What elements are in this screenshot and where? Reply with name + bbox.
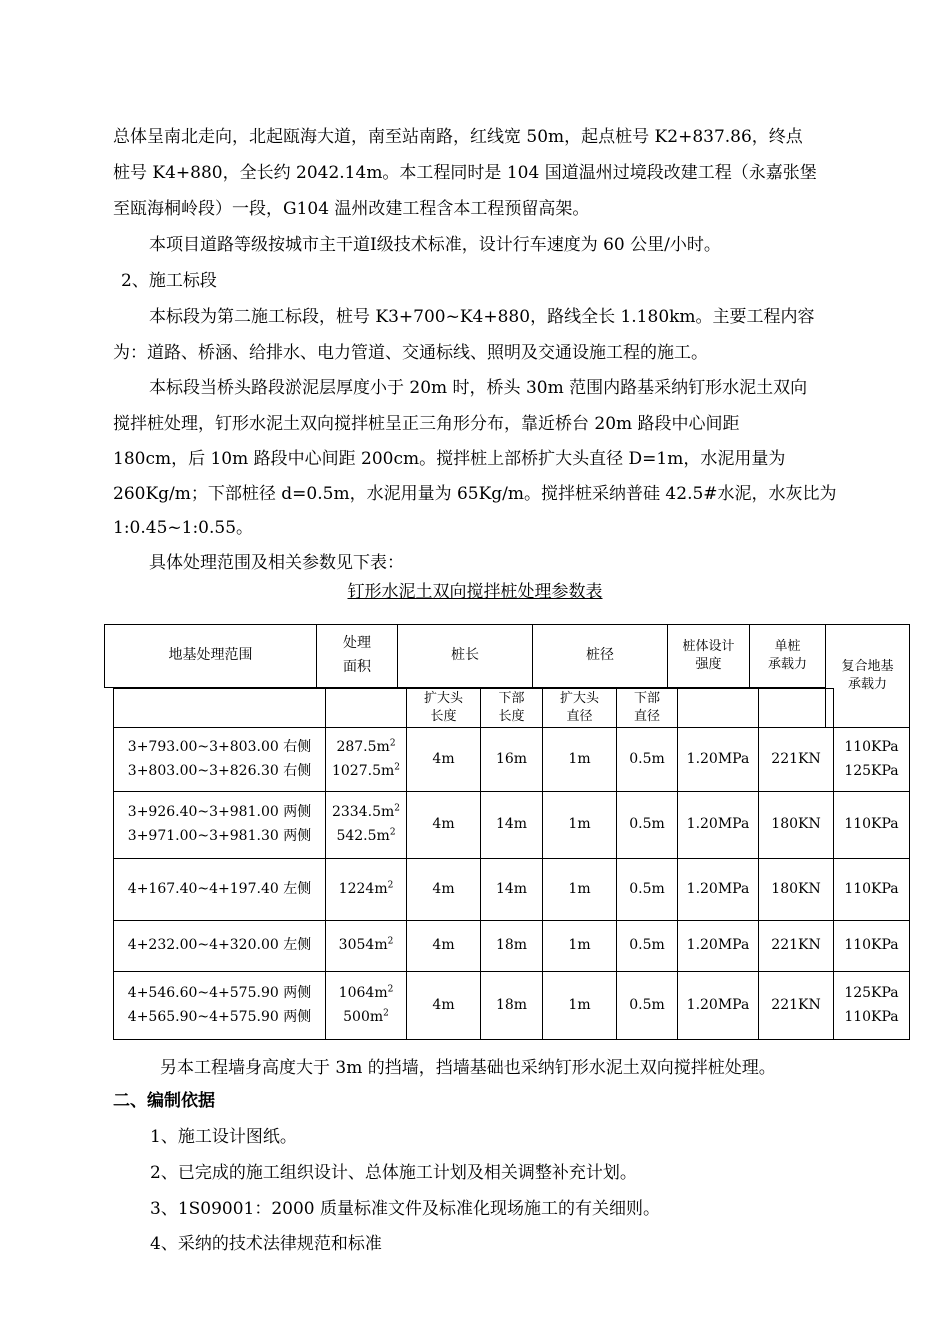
cell-strength: 1.20MPa <box>677 727 759 792</box>
cell-area: $3054m^2$ <box>325 920 407 972</box>
sec2-p2-line-3: 180cm，后 10m 路段中心间距 200cm。搅拌桩上部桥扩大头直径 D=1m，水泥用量为 <box>113 449 786 469</box>
header-ext-length: 扩大头 长度 <box>406 688 481 728</box>
cell-capacity: 221KN <box>758 920 834 972</box>
cell-strength: 1.20MPa <box>677 791 759 859</box>
cell-range: 3+793.00~3+803.00 右侧 3+803.00~3+826.30 右侧 <box>113 727 326 792</box>
cell-low-dia: 0.5m <box>616 858 678 921</box>
header-pile-diameter: 桩径 <box>532 624 668 688</box>
header-pile-length: 桩长 <box>397 624 533 688</box>
intro-line-3: 至瓯海桐岭段）一段，G104 温州改建工程含本工程预留高架。 <box>113 199 590 219</box>
cell-low-dia: 0.5m <box>616 971 678 1040</box>
cell-low-len: 14m <box>480 858 543 921</box>
cell-range: 4+546.60~4+575.90 两侧 4+565.90~4+575.90 两侧 <box>113 971 326 1040</box>
sec2-p2-line-5: 1:0.45~1:0.55。 <box>113 518 254 538</box>
after-table-note: 另本工程墙身高度大于 3m 的挡墙，挡墙基础也采纳钉形水泥土双向搅拌桩处理。 <box>160 1058 776 1078</box>
header-strength: 桩体设计 强度 <box>667 624 750 688</box>
cell-ext-len: 4m <box>406 920 481 972</box>
header-area-sub <box>325 688 407 728</box>
cell-composite: 110KPa <box>833 858 910 921</box>
basis-item-3: 3、1S09001：2000 质量标准文件及标准化现场施工的有关细则。 <box>150 1199 661 1219</box>
sec2-p2-line-2: 搅拌桩处理，钉形水泥土双向搅拌桩呈正三角形分布，靠近桥台 20m 路段中心间距 <box>113 414 740 434</box>
cell-ext-len: 4m <box>406 791 481 859</box>
cell-composite: 110KPa <box>833 920 910 972</box>
header-ext-diameter: 扩大头 直径 <box>542 688 617 728</box>
header-composite: 复合地基 承载力 <box>825 624 910 728</box>
header-capacity-sub <box>758 688 834 728</box>
cell-range: 3+926.40~3+981.00 两侧 3+971.00~3+981.30 两侧 <box>113 791 326 859</box>
cell-capacity: 221KN <box>758 971 834 1040</box>
basis-item-4: 4、采纳的技术法律规范和标准 <box>150 1234 382 1254</box>
sec2-p2-line-4: 260Kg/m；下部桩径 d=0.5m，水泥用量为 65Kg/m。搅拌桩采纳普硅 42.5#水泥，水灰比为 <box>113 484 837 504</box>
intro-line-2: 桩号 K4+880，全长约 2042.14m。本工程同时是 104 国道温州过境段改建工程（永嘉张堡 <box>113 163 817 183</box>
cell-ext-dia: 1m <box>542 971 617 1040</box>
table-caption: 钉形水泥土双向搅拌桩处理参数表 <box>347 582 603 602</box>
cell-strength: 1.20MPa <box>677 858 759 921</box>
cell-area: $2334.5m^2$ $542.5m^2$ <box>325 791 407 859</box>
cell-ext-len: 4m <box>406 858 481 921</box>
cell-low-dia: 0.5m <box>616 791 678 859</box>
cell-strength: 1.20MPa <box>677 920 759 972</box>
cell-area: $287.5m^2$ $1027.5m^2$ <box>325 727 407 792</box>
sec2-p1-line-1: 本标段为第二施工标段，桩号 K3+700~K4+880，路线全长 1.180km。主要工程内容 <box>149 307 815 327</box>
cell-composite: 110KPa 125KPa <box>833 727 910 792</box>
cell-range: 4+167.40~4+197.40 左侧 <box>113 858 326 921</box>
cell-low-len: 18m <box>480 920 543 972</box>
sec2-p2-line-1: 本标段当桥头路段淤泥层厚度小于 20m 时，桥头 30m 范围内路基采纳钉形水泥土双向 <box>149 378 808 398</box>
cell-area: $1224m^2$ <box>325 858 407 921</box>
cell-low-dia: 0.5m <box>616 727 678 792</box>
section-basis-title: 二、编制依据 <box>113 1091 215 1111</box>
cell-low-len: 18m <box>480 971 543 1040</box>
basis-item-1: 1、施工设计图纸。 <box>150 1127 297 1147</box>
header-strength-sub <box>677 688 759 728</box>
header-low-diameter: 下部 直径 <box>616 688 678 728</box>
cell-ext-dia: 1m <box>542 727 617 792</box>
header-capacity: 单桩 承载力 <box>749 624 826 688</box>
sec2-p1-line-2: 为：道路、桥涵、给排水、电力管道、交通标线、照明及交通设施工程的施工。 <box>113 343 708 363</box>
intro-line-1: 总体呈南北走向，北起瓯海大道，南至站南路，红线宽 50m，起点桩号 K2+837.86，终点 <box>113 127 803 147</box>
cell-range: 4+232.00~4+320.00 左侧 <box>113 920 326 972</box>
cell-capacity: 180KN <box>758 791 834 859</box>
cell-ext-len: 4m <box>406 971 481 1040</box>
cell-low-dia: 0.5m <box>616 920 678 972</box>
cell-ext-len: 4m <box>406 727 481 792</box>
header-range-sub <box>113 688 326 728</box>
sec2-p3: 具体处理范围及相关参数见下表： <box>149 553 404 573</box>
cell-capacity: 180KN <box>758 858 834 921</box>
cell-ext-dia: 1m <box>542 791 617 859</box>
cell-area: $1064m^2$ $500m^2$ <box>325 971 407 1040</box>
header-area: 处理 面积 <box>316 624 398 688</box>
cell-low-len: 14m <box>480 791 543 859</box>
cell-low-len: 16m <box>480 727 543 792</box>
cell-composite: 125KPa 110KPa <box>833 971 910 1040</box>
cell-capacity: 221KN <box>758 727 834 792</box>
basis-item-2: 2、已完成的施工组织设计、总体施工计划及相关调整补充计划。 <box>150 1163 637 1183</box>
section-2-heading: 2、施工标段 <box>121 271 217 291</box>
cell-strength: 1.20MPa <box>677 971 759 1040</box>
cell-ext-dia: 1m <box>542 858 617 921</box>
header-low-length: 下部 长度 <box>480 688 543 728</box>
cell-ext-dia: 1m <box>542 920 617 972</box>
header-range: 地基处理范围 <box>104 624 317 688</box>
cell-composite: 110KPa <box>833 791 910 859</box>
intro-line-4: 本项目道路等级按城市主干道Ⅰ级技术标准，设计行车速度为 60 公里/小时。 <box>149 235 721 255</box>
